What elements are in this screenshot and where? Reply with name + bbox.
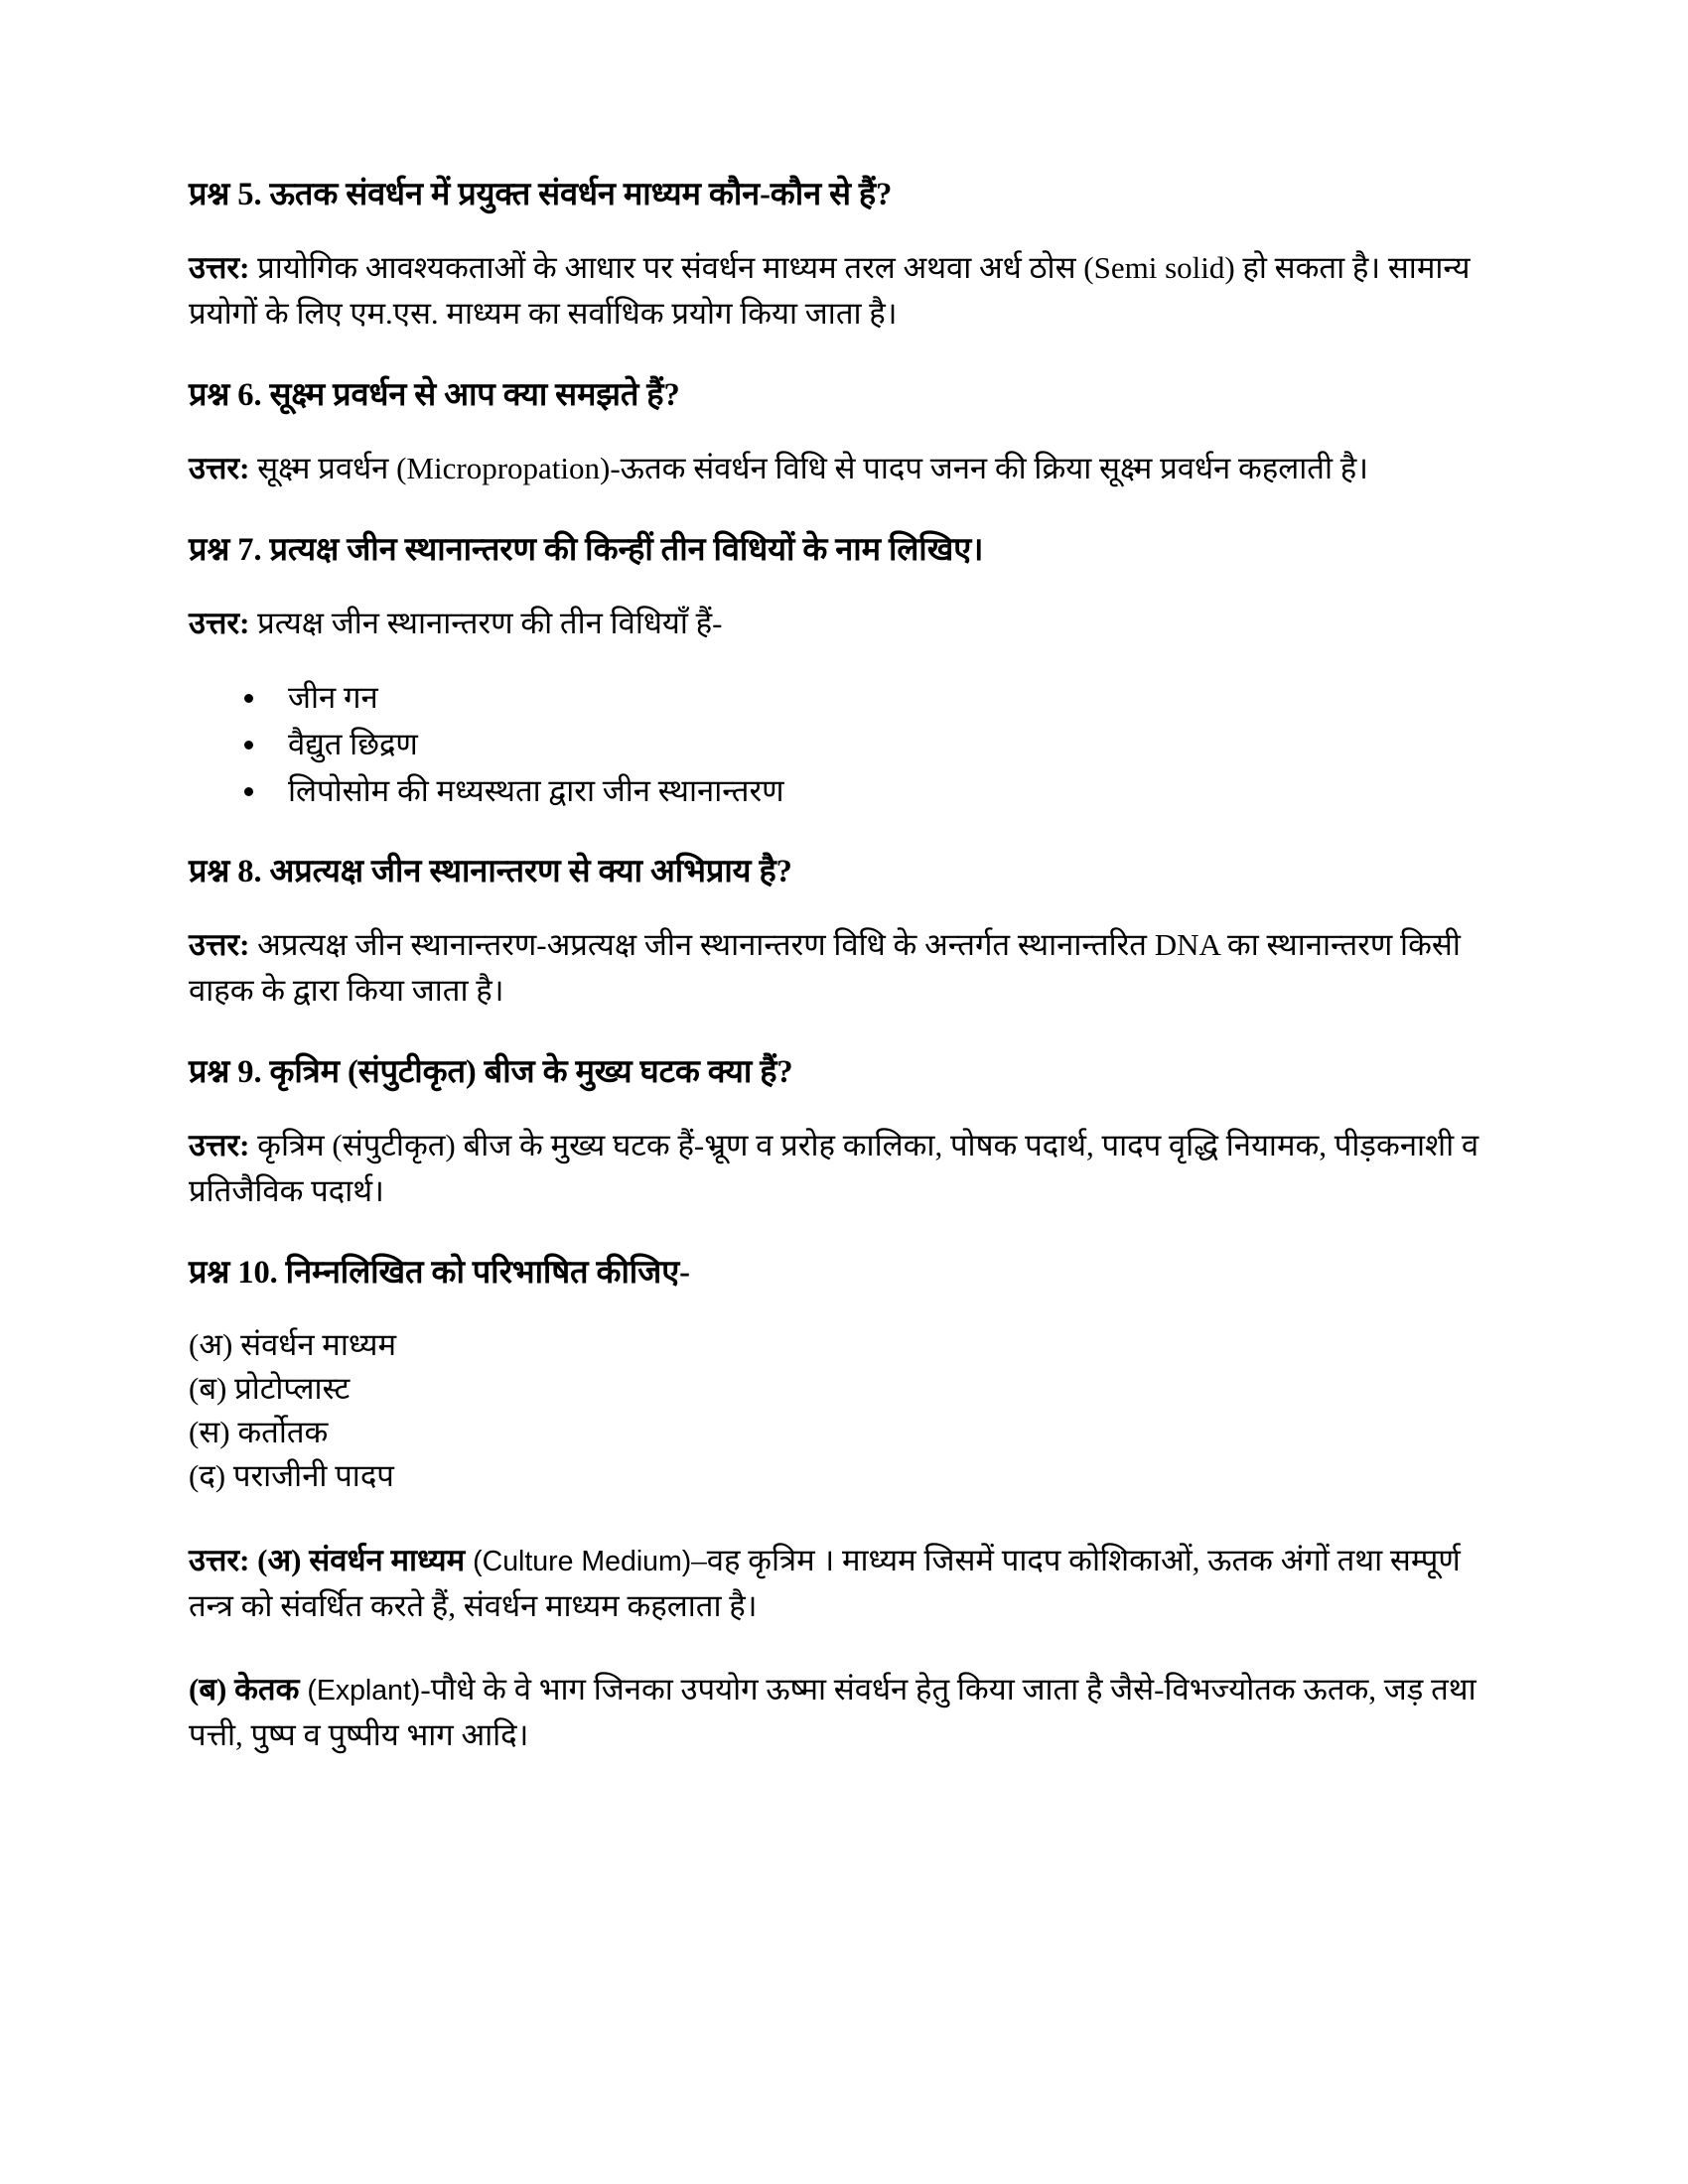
answer-paragraph-8 bbox=[189, 922, 1499, 1014]
answer-text-10b: -पौधे के वे भाग जिनका उपयोग ऊष्मा संवर्धन हेतु किया जाता है जैसे-विभज्योतक ऊतक, जड़ तथा पत्ती, पुष्प व पुष्पीय भाग आदि। bbox=[189, 1671, 1477, 1752]
answer-paragraph-10a bbox=[189, 1538, 1499, 1629]
answer-paragraph-10b bbox=[189, 1667, 1499, 1758]
question-heading-8: प्रश्न 8. अप्रत्यक्ष जीन स्थानान्तरण से क्या अभिप्राय है? bbox=[189, 853, 792, 889]
answer-text-10a: –वह कृत्रिम । माध्यम जिसमें पादप कोशिकाओं, ऊतक अंगों तथा सम्पूर्ण तन्त्र को संवर्धित करते हैं, संवर्धन माध्यम कहलाता है। bbox=[189, 1542, 1461, 1623]
answer-term-10a: संवर्धन माध्यम bbox=[309, 1542, 466, 1577]
list-item: (स) कर्तोतक bbox=[189, 1414, 329, 1449]
question-heading-5: प्रश्न 5. ऊतक संवर्धन में प्रयुक्त संवर्धन माध्यम कौन-कौन से हैं? bbox=[189, 177, 893, 212]
answer-paragraph-6 bbox=[189, 446, 1499, 491]
answer-text-9: कृत्रिम (संपुटीकृत) बीज के मुख्य घटक हैं-भ्रूण व प्ररोह कालिका, पोषक पदार्थ, पादप वृद्धि नियामक, पीड़कनाशी व प्रतिजैविक पदार्थ। bbox=[189, 1127, 1479, 1208]
answer-paragraph-5 bbox=[189, 245, 1499, 337]
question-heading-10: प्रश्न 10. निम्नलिखित को परिभाषित कीजिए- bbox=[189, 1254, 690, 1291]
list-item: वैद्युत छिद्रण bbox=[240, 721, 1499, 767]
answer-paragraph-7 bbox=[189, 601, 1499, 646]
list-item: (द) पराजीनी पादप bbox=[189, 1457, 394, 1493]
list-item: लिपोसोम की मध्यस्थता द्वारा जीन स्थानान्तरण bbox=[240, 767, 1499, 814]
answer-latin-10b: (Explant) bbox=[299, 1674, 421, 1706]
answer-text-8: अप्रत्यक्ष जीन स्थानान्तरण-अप्रत्यक्ष जीन स्थानान्तरण विधि के अन्तर्गत स्थानान्तरित DNA का स्थानान्तरण किसी वाहक के द्वारा किया जाता है। bbox=[189, 926, 1461, 1008]
answer-label-10b: (ब) bbox=[189, 1671, 235, 1706]
answer-label-5: उत्तर: bbox=[189, 250, 250, 286]
answer-label-7: उत्तर: bbox=[189, 606, 250, 641]
answer-paragraph-9 bbox=[189, 1123, 1499, 1214]
answer-text-7: प्रत्यक्ष जीन स्थानान्तरण की तीन विधियाँ हैं- bbox=[249, 606, 723, 641]
answer-term-10b: केतक bbox=[234, 1671, 300, 1706]
definition-term-list bbox=[189, 1323, 1499, 1498]
list-item: (अ) संवर्धन माध्यम bbox=[189, 1326, 397, 1362]
answer-text-5: प्रायोगिक आवश्यकताओं के आधार पर संवर्धन माध्यम तरल अथवा अर्ध ठोस (Semi solid) हो सकता है। सामान्य प्रयोगों के लिए एम.एस. माध्यम का सर्वाधिक प्रयोग किया जाता है। bbox=[189, 250, 1471, 332]
list-item: जीन गन bbox=[240, 674, 1499, 721]
answer-text-6: सूक्ष्म प्रवर्धन (Micropropation)-ऊतक संवर्धन विधि से पादप जनन की क्रिया सूक्ष्म प्रवर्धन कहलाती है। bbox=[249, 451, 1368, 486]
answer-label-10a: उत्तर: (अ) bbox=[189, 1542, 310, 1577]
question-heading-7: प्रश्न 7. प्रत्यक्ष जीन स्थानान्तरण की किन्हीं तीन विधियों के नाम लिखिए। bbox=[189, 532, 984, 569]
list-item: (ब) प्रोटोप्लास्ट bbox=[189, 1370, 351, 1406]
question-heading-6: प्रश्न 6. सूक्ष्म प्रवर्धन से आप क्या समझते हैं? bbox=[189, 377, 680, 413]
answer-label-8: उत्तर: bbox=[189, 926, 250, 962]
question-heading-9: प्रश्न 9. कृत्रिम (संपुटीकृत) बीज के मुख्य घटक क्या हैं? bbox=[189, 1053, 793, 1090]
answer-label-6: उत्तर: bbox=[189, 451, 250, 486]
answer-latin-10a: (Culture Medium) bbox=[465, 1545, 692, 1577]
answer-label-9: उत्तर: bbox=[189, 1127, 250, 1162]
document-content bbox=[189, 174, 1499, 1757]
gene-transfer-method-list bbox=[189, 674, 1499, 814]
